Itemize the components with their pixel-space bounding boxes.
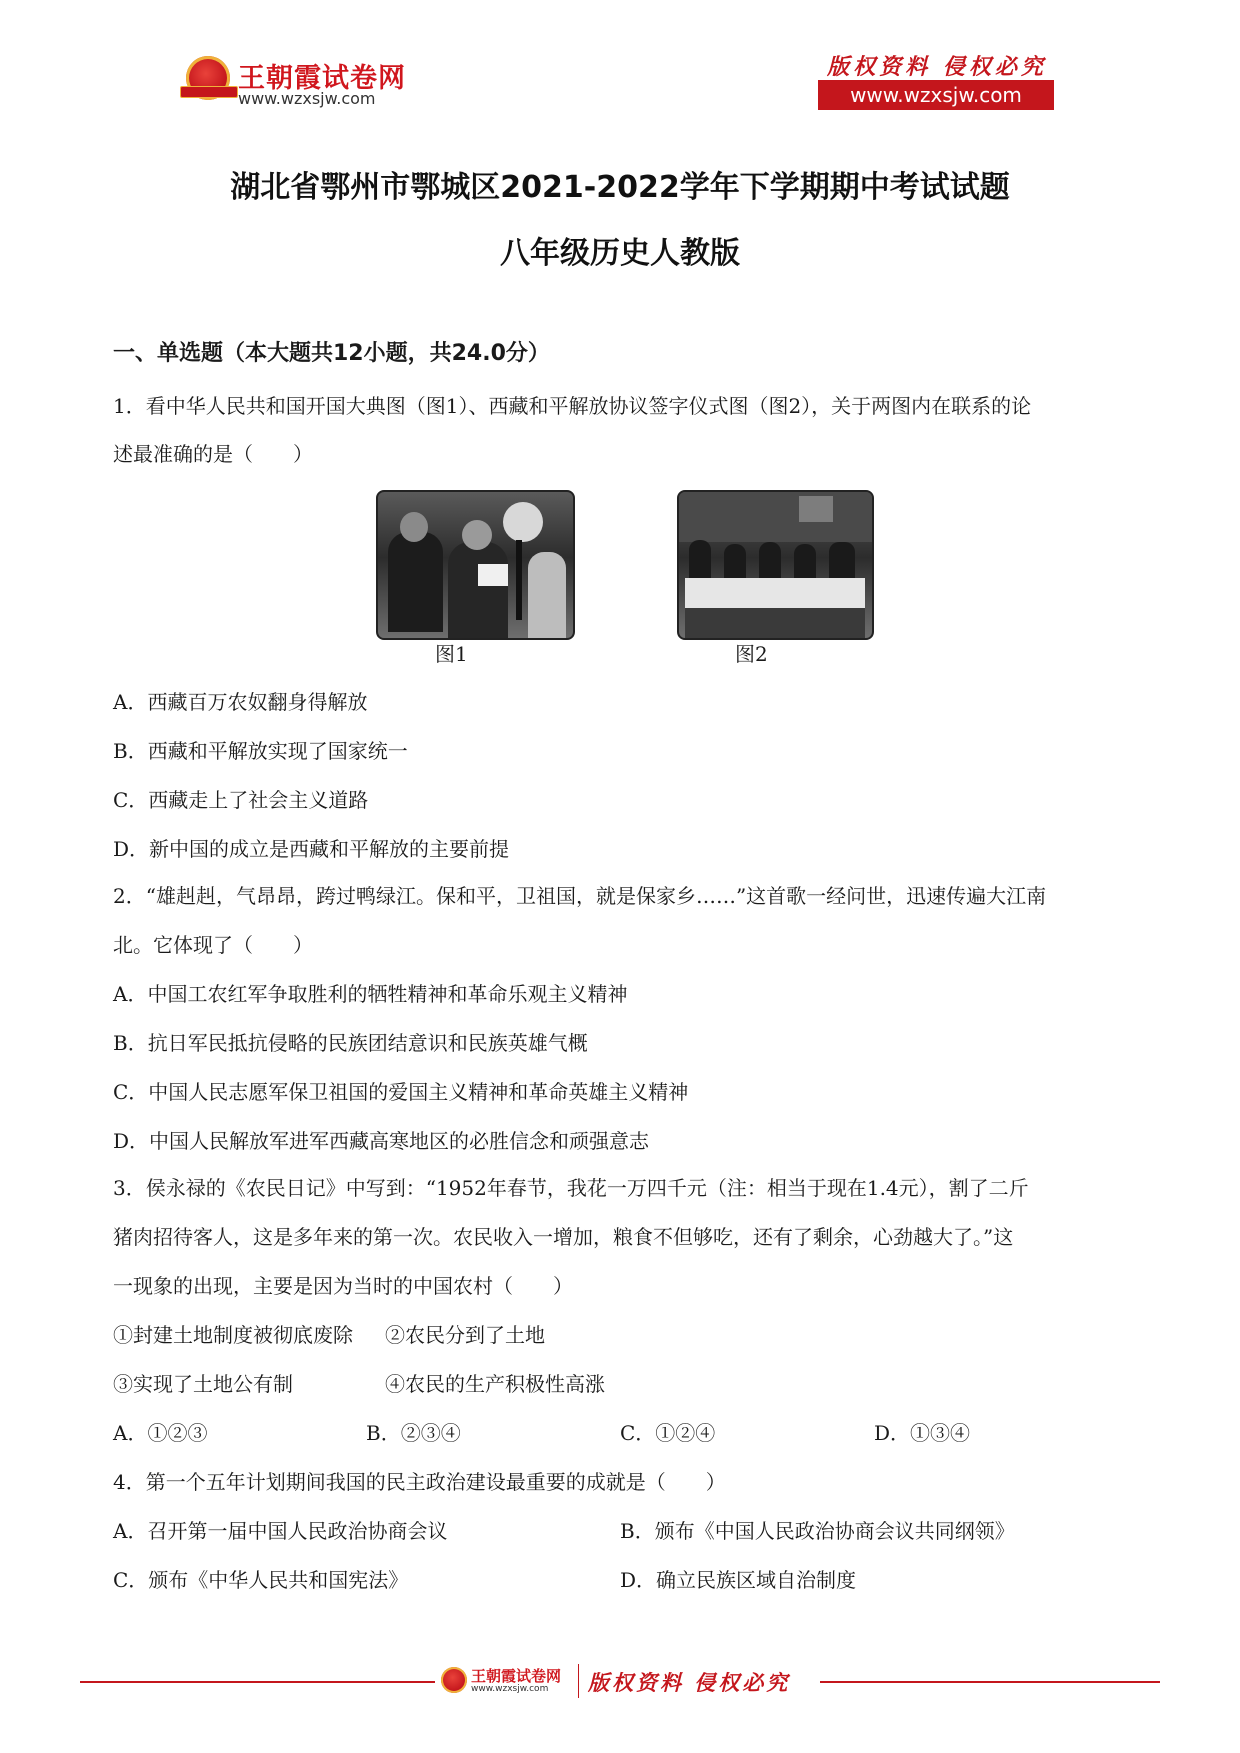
figure-1-caption: 图1 bbox=[435, 642, 468, 666]
question-4-option-a[interactable]: A．召开第一届中国人民政治协商会议 bbox=[113, 1519, 448, 1543]
footer-logo-name: 王朝霞试卷网 bbox=[471, 1667, 562, 1685]
copyright-slogan: 版权资料 侵权必究 bbox=[827, 55, 1047, 80]
question-2-option-c[interactable]: C．中国人民志愿军保卫祖国的爱国主义精神和革命英雄主义精神 bbox=[113, 1080, 689, 1104]
exam-title: 湖北省鄂州市鄂城区2021-2022学年下学期期中考试试题 bbox=[230, 170, 1010, 205]
question-4-option-d[interactable]: D．确立民族区域自治制度 bbox=[620, 1568, 857, 1592]
question-1-option-a[interactable]: A．西藏百万农奴翻身得解放 bbox=[113, 690, 368, 714]
exam-subtitle: 八年级历史人教版 bbox=[500, 236, 740, 271]
footer-rule-left bbox=[80, 1681, 435, 1683]
founding-ceremony-photo bbox=[376, 490, 575, 640]
question-3-option-b[interactable]: B．②③④ bbox=[366, 1421, 461, 1445]
question-2-line-2: 北。它体现了（ ） bbox=[113, 933, 313, 957]
footer-separator bbox=[578, 1664, 579, 1698]
question-3-option-c[interactable]: C．①②④ bbox=[620, 1421, 716, 1445]
header-url-banner[interactable]: www.wzxsjw.com bbox=[818, 80, 1054, 110]
question-1-line-1: 1．看中华人民共和国开国大典图（图1）、西藏和平解放协议签字仪式图（图2），关于两图内在联系的论 bbox=[113, 394, 1032, 418]
question-3-line-2: 猪肉招待客人，这是多年来的第一次。农民收入一增加，粮食不但够吃，还有了剩余，心劲越大了。”这 bbox=[113, 1225, 1014, 1249]
question-2-option-d[interactable]: D．中国人民解放军进军西藏高寒地区的必胜信念和顽强意志 bbox=[113, 1129, 650, 1153]
question-2-option-a[interactable]: A．中国工农红军争取胜利的牺牲精神和革命乐观主义精神 bbox=[113, 982, 628, 1006]
question-1-option-d[interactable]: D．新中国的成立是西藏和平解放的主要前提 bbox=[113, 837, 510, 861]
question-3-option-a[interactable]: A．①②③ bbox=[113, 1421, 208, 1445]
question-3-option-d[interactable]: D．①③④ bbox=[874, 1421, 971, 1445]
question-4-line-1: 4．第一个五年计划期间我国的民主政治建设最重要的成就是（ ） bbox=[113, 1470, 726, 1494]
question-4-option-b[interactable]: B．颁布《中国人民政治协商会议共同纲领》 bbox=[620, 1519, 1015, 1543]
question-3-statement-1: ①封建土地制度被彻底废除 bbox=[113, 1323, 353, 1347]
section-heading: 一、单选题（本大题共12小题，共24.0分） bbox=[113, 341, 550, 366]
logo-url[interactable]: www.wzxsjw.com bbox=[238, 89, 376, 108]
question-1-option-c[interactable]: C．西藏走上了社会主义道路 bbox=[113, 788, 369, 812]
logo-seal-icon bbox=[186, 56, 230, 100]
question-1-line-2: 述最准确的是（ ） bbox=[113, 442, 313, 466]
footer-slogan: 版权资料 侵权必究 bbox=[588, 1671, 791, 1695]
footer-logo-url[interactable]: www.wzxsjw.com bbox=[471, 1684, 549, 1694]
logo-name: 王朝霞试卷网 bbox=[238, 63, 406, 94]
question-3-statement-2: ②农民分到了土地 bbox=[385, 1323, 545, 1347]
question-3-line-1: 3．侯永禄的《农民日记》中写到：“1952年春节，我花一万四千元（注：相当于现在1.4元），割了二斤 bbox=[113, 1176, 1029, 1200]
question-2-line-1: 2．“雄赳赳，气昂昂，跨过鸭绿江。保和平，卫祖国，就是保家乡……”这首歌一经问世，迅速传遍大江南 bbox=[113, 884, 1047, 908]
figure-2-caption: 图2 bbox=[735, 642, 768, 666]
footer-logo-seal-icon bbox=[441, 1667, 467, 1693]
footer-rule-right bbox=[820, 1681, 1160, 1683]
question-2-option-b[interactable]: B．抗日军民抵抗侵略的民族团结意识和民族英雄气概 bbox=[113, 1031, 588, 1055]
question-4-option-c[interactable]: C．颁布《中华人民共和国宪法》 bbox=[113, 1568, 409, 1592]
question-3-line-3: 一现象的出现，主要是因为当时的中国农村（ ） bbox=[113, 1274, 573, 1298]
question-3-statement-3: ③实现了土地公有制 bbox=[113, 1372, 293, 1396]
question-3-statement-4: ④农民的生产积极性高涨 bbox=[385, 1372, 605, 1396]
question-1-option-b[interactable]: B．西藏和平解放实现了国家统一 bbox=[113, 739, 408, 763]
tibet-agreement-photo bbox=[677, 490, 874, 640]
